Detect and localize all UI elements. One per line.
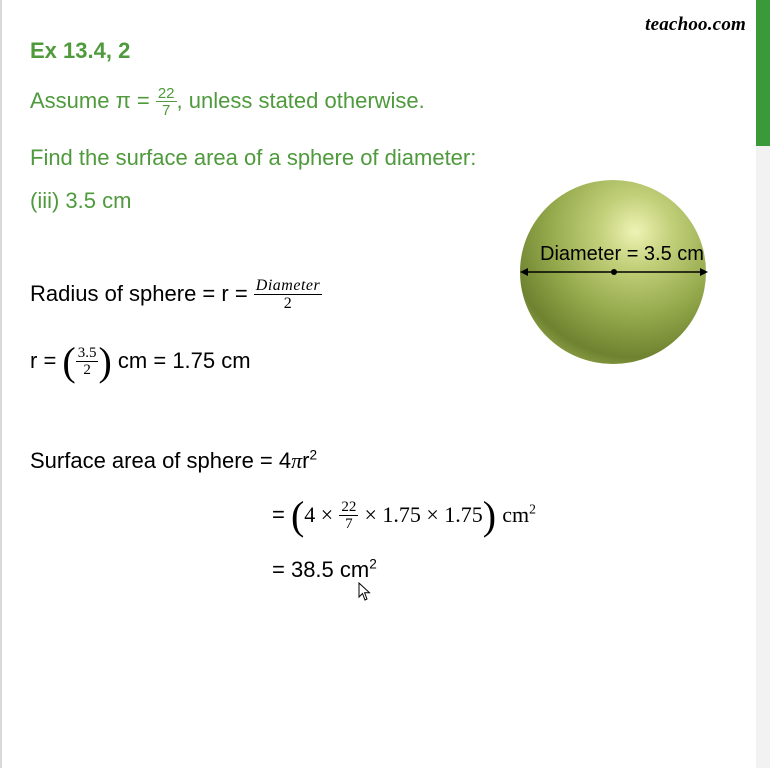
r-line (30, 339, 251, 384)
calc-exponent: 2 (529, 501, 536, 517)
diameter-den: 2 (254, 294, 322, 312)
assume-line (30, 86, 425, 118)
left-border (0, 0, 2, 768)
calc-rest: × 1.75 × 1.75 (364, 501, 483, 527)
pi-den: 7 (156, 101, 177, 118)
brand-logo: teachoo.com (645, 14, 746, 35)
r-suffix: cm = 1.75 cm (111, 347, 251, 373)
surface-area-formula (30, 448, 317, 474)
center-point (611, 269, 617, 275)
assume-suffix: , unless stated otherwise. (176, 87, 425, 113)
sa-exponent: 2 (309, 447, 318, 463)
pi-symbol: π (291, 448, 303, 473)
sphere-diagram (516, 176, 716, 370)
paren-open: ( (62, 339, 76, 384)
calc-fraction (339, 500, 358, 532)
radius-prefix: Radius of sphere = r = (30, 280, 254, 306)
pi-fraction (156, 86, 177, 118)
calc-unit: cm (502, 501, 530, 527)
calc-num: 22 (341, 499, 357, 515)
scrollbar-thumb[interactable] (756, 0, 770, 146)
paren-close: ) (98, 339, 112, 384)
assume-prefix: Assume π = (30, 87, 156, 113)
r-fraction (76, 346, 99, 378)
calc-equals: = (272, 501, 291, 527)
calc-paren-open: ( (290, 493, 305, 538)
calc-paren-close: ) (482, 493, 497, 538)
pi-num: 22 (157, 85, 175, 102)
radius-line (30, 278, 322, 312)
r-num: 3.5 (77, 345, 97, 361)
r-den: 2 (76, 361, 99, 378)
result-text: = 38.5 cm (272, 557, 370, 582)
sa-prefix: Surface area of sphere = 4 (30, 448, 292, 473)
scrollbar[interactable] (756, 0, 770, 768)
result-exponent: 2 (369, 556, 377, 572)
result-line (272, 557, 377, 583)
diameter-fraction (254, 278, 322, 312)
mouse-cursor-icon (358, 582, 372, 602)
calculation-line (272, 493, 536, 538)
calc-four: 4 × (304, 501, 334, 527)
r-prefix: r = (30, 347, 63, 373)
part-label: (iii) 3.5 cm (30, 188, 132, 213)
exercise-title: Ex 13.4, 2 (30, 38, 131, 63)
calc-den: 7 (339, 515, 358, 532)
diameter-label: Diameter = 3.5 cm (540, 243, 704, 265)
r-symbol: r (302, 448, 310, 473)
diameter-num: Diameter (255, 277, 321, 294)
question-text: Find the surface area of a sphere of diameter: (30, 145, 477, 170)
